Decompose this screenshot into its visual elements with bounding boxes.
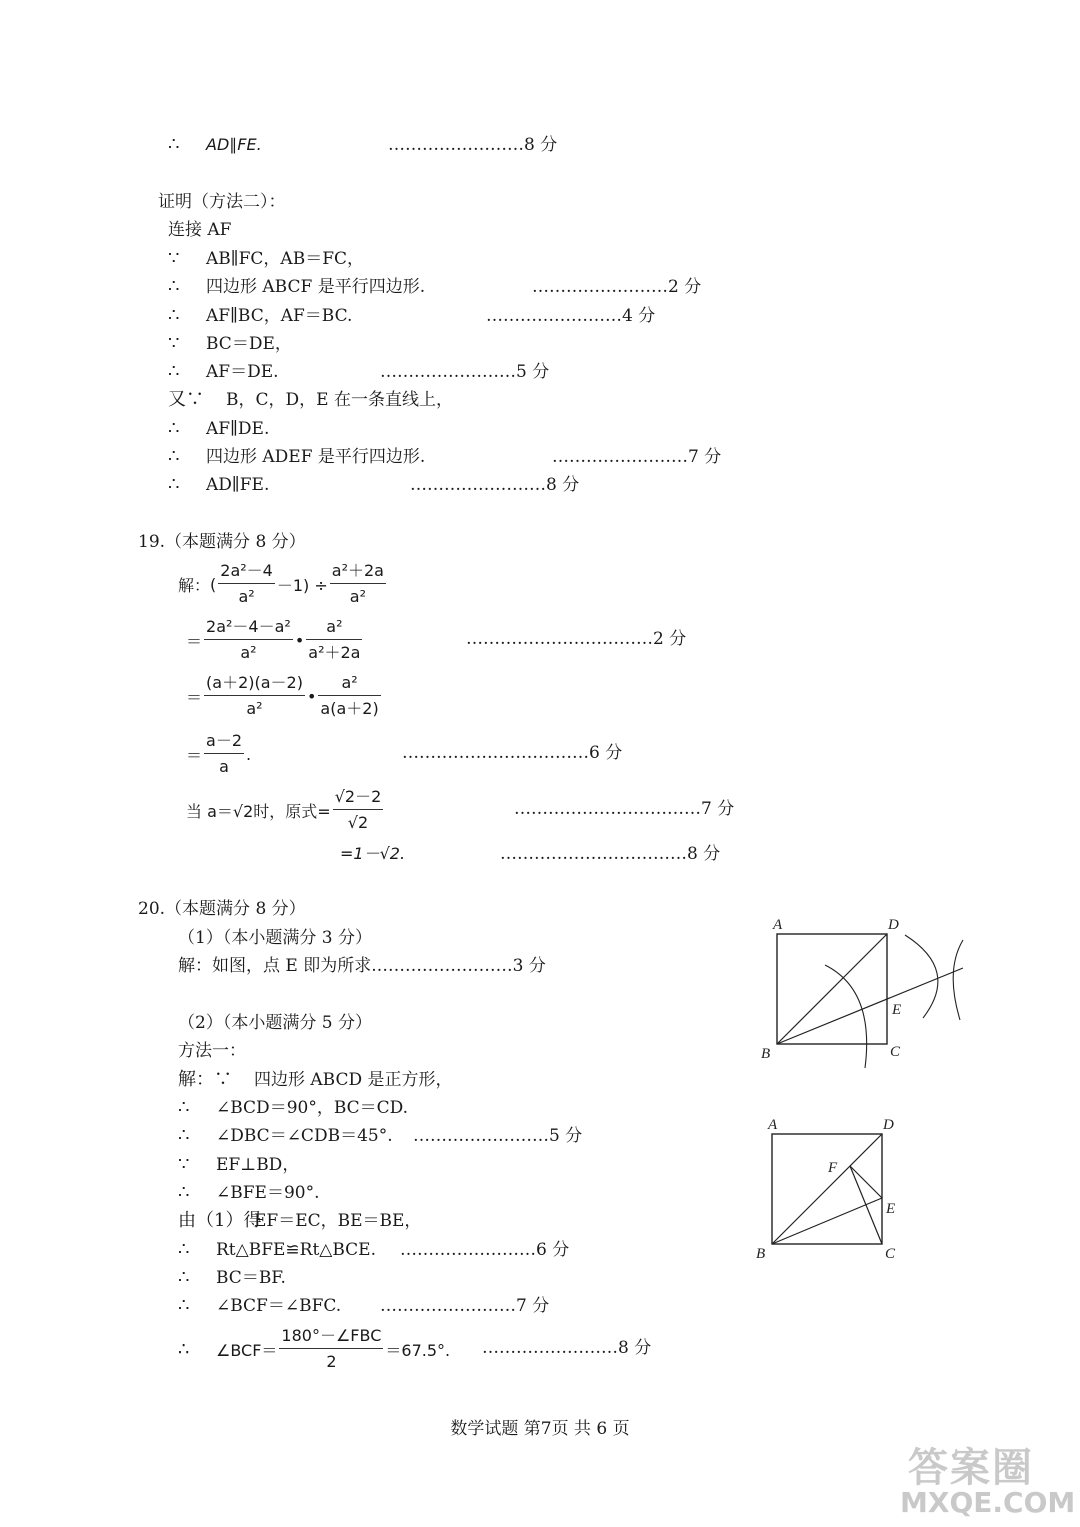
score-marker: ……………………4 分 [486, 306, 656, 326]
score-marker: ……………………………8 分 [500, 844, 721, 864]
score-marker: ……………………8 分 [410, 475, 580, 495]
score-marker: ……………………………6 分 [402, 743, 623, 763]
proof-line: ∴ AF∥BC，AF＝BC. [168, 305, 353, 326]
proof-line: ∴ AF＝DE. [168, 361, 279, 382]
q19-row-6: =1－√2. [340, 844, 406, 863]
arc-2 [905, 935, 938, 1018]
page-footer: 数学试题 第7页 共 6 页 [450, 1419, 630, 1439]
arc-3 [953, 940, 963, 1020]
label-b: B [756, 1246, 766, 1262]
watermark-url: MXQE.COM [900, 1486, 1076, 1519]
segment-fe [850, 1166, 882, 1198]
diagonal-bd [777, 934, 887, 1044]
proof-line: ∴ ∠DBC＝∠CDB＝45°. [178, 1125, 393, 1146]
proof-line: ∵ BC＝DE， [168, 333, 292, 354]
label-c: C [890, 1044, 901, 1060]
label-d: D [888, 917, 899, 933]
proof-line: ∴ AF∥DE. [168, 418, 270, 439]
proof-line: ∴ ∠BCD＝90°，BC＝CD. [178, 1097, 409, 1118]
method-1-label: 方法一： [178, 1041, 246, 1061]
label-d: D [883, 1117, 894, 1133]
label-f: F [828, 1160, 838, 1176]
part-2-heading: （2）（本小题满分 5 分） [178, 1013, 372, 1033]
label-e: E [886, 1201, 896, 1217]
proof-line: ∴ ∠BFE＝90°. [178, 1182, 320, 1203]
bisector-line [777, 968, 963, 1044]
score-marker: ……………………………2 分 [466, 629, 687, 649]
q19-row-4: ＝ $\frac{a-2}{a}$ . [186, 731, 252, 776]
fraction: $\frac{a-2}{a}$ [206, 731, 243, 776]
proof-line: ∵ EF⊥BD， [178, 1154, 300, 1175]
fraction: $\frac{\text{2a²－4－a²}}{\text{a²}}$ [206, 617, 291, 662]
label-c: C [885, 1246, 896, 1262]
q19-row-3: ＝ $\frac{(a+2)(a-2)}{\text{a²}}$ • $\frac{\text{a²}}{a(a+2)}$ [186, 673, 379, 718]
score-marker: ……………………7 分 [552, 447, 722, 467]
method2-heading: 证明（方法二）： [158, 192, 286, 212]
score-marker: ……………………7 分 [380, 1296, 550, 1316]
fraction: $\frac{\text{a²＋2a}}{\text{a²}}$ [331, 561, 384, 606]
label-e: E [892, 1002, 902, 1018]
construction-figure [755, 910, 975, 1080]
label-a: A [773, 917, 783, 933]
q19-row-5: 当 a＝√2时，原式= $\frac{√2-2}{√2}$ [186, 787, 382, 832]
conclusion-line: ∴ AD∥FE. [168, 134, 262, 155]
score-marker: ……………………2 分 [532, 277, 702, 297]
fraction: $\frac{\text{a²}}{a(a+2)}$ [320, 673, 379, 718]
proof-line: 又∵ B，C，D，E 在一条直线上， [168, 389, 453, 410]
segment-fc [850, 1166, 882, 1244]
proof-line: ∴ 四边形 ADEF 是平行四边形. [168, 446, 426, 467]
proof-line: ∴ 四边形 ABCF 是平行四边形. [168, 276, 426, 297]
proof-line: ∴ ∠BCF＝∠BFC. [178, 1295, 342, 1316]
q19-row-2: ＝ $\frac{\text{2a²－4－a²}}{\text{a²}}$ • $\frac{\text{a²}}{\text{a²＋2a}}$ [186, 617, 361, 662]
part-1-answer: 解：如图，点 E 即为所求.……………………3 分 [178, 956, 546, 976]
proof-line: 解：∵ 四边形 ABCD 是正方形， [178, 1069, 453, 1090]
diagonal-bd [772, 1134, 882, 1244]
fraction: $\frac{\text{a²}}{\text{a²＋2a}}$ [308, 617, 361, 662]
fraction: $\frac{\text{180°－∠FBC}}{2}$ [281, 1326, 382, 1371]
question-19-heading: 19.（本题满分 8 分） [138, 532, 306, 552]
proof-line: ∴ AD∥FE. [168, 474, 270, 495]
therefore-symbol: ∴ [168, 134, 180, 155]
score-marker: ……………………5 分 [380, 362, 550, 382]
watermark-logo-text: 答案圈 [908, 1445, 1034, 1491]
score-marker: ……………………8 分 [388, 135, 558, 155]
proof-line: ∴ Rt△BFE≌Rt△BCE. [178, 1239, 376, 1260]
proof-line: ∵ AB∥FC，AB＝FC， [168, 248, 364, 269]
score-marker: ……………………6 分 [400, 1240, 570, 1260]
label-b: B [761, 1046, 771, 1062]
question-20-heading: 20.（本题满分 8 分） [138, 899, 306, 919]
q19-row-1: 解：( $\frac{\text{2a²－4}}{\text{a²}}$ －1) ÷ $\frac{\text{a²＋2a}}{\text{a²}}$ [178, 561, 384, 606]
label-a: A [768, 1117, 778, 1133]
proof-line: 由（1）得EF＝EC，BE＝BE， [178, 1210, 422, 1231]
connect-line: 连接 AF [168, 220, 232, 240]
part-1-heading: （1）（本小题满分 3 分） [178, 928, 372, 948]
fraction: $\frac{\text{2a²－4}}{\text{a²}}$ [220, 561, 273, 606]
proof-figure [752, 1112, 912, 1262]
proof-line: ∴ BC＝BF. [178, 1267, 286, 1288]
score-marker: ……………………5 分 [413, 1126, 583, 1146]
score-marker: ……………………………7 分 [514, 799, 735, 819]
q20-final-row: ∴ ∠BCF＝ $\frac{\text{180°－∠FBC}}{2}$ ＝67.5°. [178, 1326, 451, 1371]
fraction: $\frac{(a+2)(a-2)}{\text{a²}}$ [206, 673, 303, 718]
fraction: $\frac{√2-2}{√2}$ [334, 787, 382, 832]
score-marker: ……………………8 分 [482, 1338, 652, 1358]
